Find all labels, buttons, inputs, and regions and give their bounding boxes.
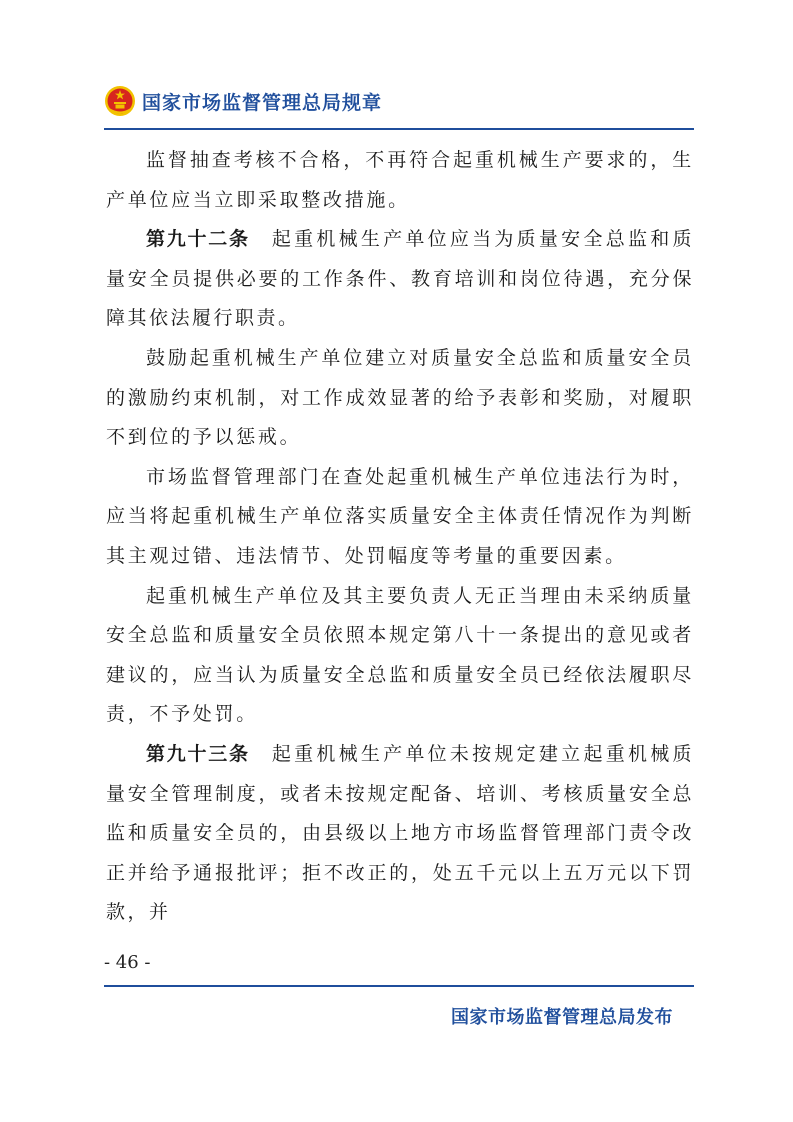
national-emblem-icon — [104, 85, 136, 117]
article-paragraph — [106, 735, 694, 933]
article-number: 第九十二条 — [146, 228, 250, 251]
paragraph — [106, 458, 694, 577]
paragraph — [106, 141, 694, 220]
article-number: 第九十三条 — [146, 742, 250, 765]
paragraph-text: 监督抽查考核不合格，不再符合起重机械生产要求的，生产单位应当立即采取整改措施。 — [106, 149, 694, 211]
header-title: 国家市场监督管理总局规章 — [142, 91, 383, 114]
document-header — [104, 82, 382, 120]
footer-publisher: 国家市场监督管理总局发布 — [451, 1007, 673, 1028]
regulation-body — [106, 141, 694, 933]
paragraph-text: 起重机械生产单位及其主要负责人无正当理由未采纳质量安全总监和质量安全员依照本规定第八十一条提出的意见或者建议的，应当认为质量安全总监和质量安全员已经依法履职尽责，不予处罚。 — [106, 584, 694, 726]
paragraph-text: 鼓励起重机械生产单位建立对质量安全总监和质量安全员的激励约束机制，对工作成效显著的给予表彰和奖励，对履职不到位的予以惩戒。 — [106, 346, 694, 449]
footer-divider — [104, 985, 694, 987]
header-divider — [104, 128, 694, 130]
paragraph-text: 起重机械生产单位未按规定建立起重机械质量安全管理制度，或者未按规定配备、培训、考核质量安全总监和质量安全员的，由县级以上地方市场监督管理部门责令改正并给予通报批评；拒不改正的，处五千元以上五万元以下罚款，并 — [106, 742, 694, 924]
page-number: - 46 - — [104, 952, 151, 973]
paragraph — [106, 339, 694, 458]
article-paragraph — [106, 220, 694, 339]
paragraph-text: 市场监督管理部门在查处起重机械生产单位违法行为时，应当将起重机械生产单位落实质量安全主体责任情况作为判断其主观过错、违法情节、处罚幅度等考量的重要因素。 — [106, 465, 694, 567]
paragraph-text: 起重机械生产单位应当为质量安全总监和质量安全员提供必要的工作条件、教育培训和岗位待遇，充分保障其依法履行职责。 — [106, 228, 694, 330]
paragraph — [106, 577, 694, 735]
